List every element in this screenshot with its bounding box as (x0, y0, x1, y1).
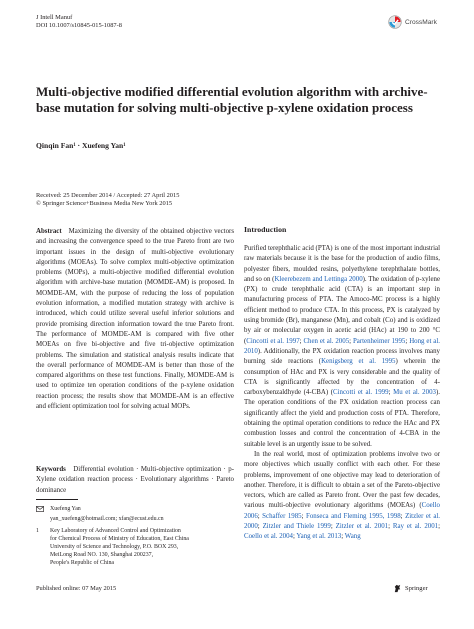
body-text: ; (257, 512, 263, 520)
affiliation-line: for Chemical Process of Ministry of Education, East China (50, 536, 189, 542)
citation-link[interactable]: Mu et al. 2003 (393, 389, 436, 397)
body-text: ; (438, 523, 441, 531)
abstract (36, 227, 234, 412)
received-accepted: Received: 25 December 2014 / Accepted: 27 April 2015 (36, 192, 180, 199)
citation-link[interactable]: Ray et al. 2001 (392, 523, 439, 531)
citation-link[interactable]: Coello et al. 2004 (244, 533, 293, 541)
citation-link[interactable]: Kleerebezem and Lettinga 2000 (274, 275, 363, 283)
citation-link[interactable]: Chen et al. 2005 (303, 337, 350, 345)
citation-link[interactable]: Schaffer 1985 (262, 512, 302, 520)
paper-title: Multi-objective modified differential evolution algorithm with archive-base mutation for solving multi-objective p-xylene oxidation process (36, 84, 428, 115)
body-text: ). Additionally, the PX oxidation reaction process involves many burning side reactions ( (244, 347, 440, 366)
body-text: ; (301, 512, 307, 520)
body-text: ; (257, 523, 263, 531)
citation-link[interactable]: Zitzler et al. 2000 (244, 512, 441, 531)
abstract-text: Maximizing the diversity of the obtained objective vectors and increasing the convergence speed to the true Pareto front are two important issues in the design of multi-objective evolutionary algorithms (MOEAs). To solve complex multi-objective optimization problems (MOPs), a multi-objective modified differential evolution algorithm with archive-base mutation (MOMDE-AM) is proposed. In MOMDE-AM, with the purpose of reducing the loss of population evolution information, a modified mutation strategy with archive is introduced, which could utilize several useful inferior solutions and provide promising direction information toward the true Pareto front. The performance of MOMDE-AM is compared with five other MOEAs on five bi-objective and five tri-objective optimization problems. The simulation and statistical analysis results indicate that the overall performance of MOMDE-AM is better than those of the compared algorithms on these test functions. Finally, MOMDE-AM is used to optimize ten operation conditions of the p-xylene oxidation reaction process; the results show that MOMDE-AM is an effective and efficient optimization tool for solving actual MOPs. (36, 228, 235, 411)
crossmark-label: CrossMark (405, 18, 437, 26)
springer-horse-icon (393, 584, 402, 593)
intro-paragraph-2 (244, 450, 440, 543)
keywords-label: Keywords (36, 466, 66, 473)
affiliation-number: 1 (36, 528, 39, 534)
citation-link[interactable]: Hong et al. 2010 (244, 337, 440, 355)
contact-email[interactable]: yan_xuefeng@hotmail.com; xfan@ecust.edu.cn (50, 516, 164, 522)
author-list: Qinqin Fan¹ · Xuefeng Yan¹ (36, 141, 126, 150)
citation-link[interactable]: Cincotti et al. 1999 (333, 389, 389, 397)
crossmark-icon (388, 15, 402, 29)
affiliation-line: Key Laboratory of Advanced Control and Optimization (50, 528, 181, 534)
publication-dates (36, 192, 179, 209)
citation-link[interactable]: Wang (344, 533, 361, 541)
citation-link[interactable]: Zitzler and Thiele 1999 (262, 523, 331, 531)
affiliation-line: University of Science and Technology, P.O. BOX 293, (50, 544, 179, 550)
introduction-body (244, 244, 440, 543)
doi[interactable]: DOI 10.1007/s10845-015-1087-8 (36, 22, 122, 30)
body-text: ) wherein the consumption of HAc and PX is very considerable and the quality of CTA is significantly affected by the concentration of 4-carboxybenzaldhyde (4-CBA) ( (244, 358, 440, 397)
published-online: Published online: 07 May 2015 (36, 585, 117, 592)
springer-label: Springer (405, 585, 428, 592)
corresponding-author (36, 505, 234, 567)
body-text: ). The oxidation of p-xylene (PX) to crude terephthalic acid (CTA) is an important step in manufacturing process of PTA. The Amoco-MC process is a highly efficient method to produce CTA. In this process, PX is catalyzed by using bromide (Br), manganese (Mn), and cobalt (Co) and is oxidized by air or molecular oxygen in acetic acid (HAc) at 190 to 200 °C ( (244, 275, 441, 345)
body-text: ; (341, 533, 345, 541)
footnote-divider (36, 499, 78, 500)
body-text: ; (299, 337, 304, 345)
body-text: ; (388, 523, 393, 531)
keywords (36, 465, 234, 496)
envelope-icon (36, 506, 44, 512)
intro-paragraph-1 (244, 244, 440, 450)
body-text: ; (400, 512, 406, 520)
citation-link[interactable]: Kenigsberg et al. 1995 (321, 358, 396, 366)
citation-link[interactable]: Cincotti et al. 1997 (246, 337, 300, 345)
body-text: ; (293, 533, 297, 541)
body-text: ; (405, 337, 410, 345)
affiliation-line: People's Republic of China (50, 560, 115, 566)
journal-name: J Intell Manuf (36, 14, 73, 21)
citation-link[interactable]: Yang et al. 2013 (296, 533, 342, 541)
contact-name: Xuefeng Yan (50, 506, 81, 512)
keywords-text: Differential evolution · Multi-objective optimization · p-Xylene oxidation reaction process · Evolutionary algorithms · Pareto dominance (36, 466, 234, 494)
citation-link[interactable]: Coello 2006 (244, 502, 440, 520)
journal-header (36, 14, 122, 31)
copyright: © Springer Science+Business Media New York 2015 (36, 200, 173, 208)
citation-link[interactable]: Zitzler et al. 2001 (335, 523, 389, 531)
crossmark-badge[interactable] (388, 15, 437, 29)
affiliation (50, 527, 189, 567)
citation-link[interactable]: Partenheimer 1995 (352, 337, 406, 345)
citation-link[interactable]: Fonseca and Fleming 1995, 1998 (306, 512, 401, 520)
body-text: Purified terephthalic acid (PTA) is one of the most important industrial raw materials because it is the base for the production of audio films, polyester fibers, moulded resins, polyethylene terephthalate bottles, and so on ( (244, 245, 440, 283)
body-text: In the real world, most of optimization problems involve two or more objectives which usually conflict with each other. For these problems, improvement of one objective may lead to deterioration of another. Therefore, it is difficult to obtain a set of the Pareto-objective vectors, which are called as Pareto front. Over the past few decades, various multi-objective evolutionary algorithms (MOEAs) ( (244, 450, 440, 510)
abstract-label: Abstract (36, 228, 62, 235)
body-text: ; (330, 523, 336, 531)
section-heading: Introduction (244, 225, 287, 234)
body-text: ; (388, 389, 394, 397)
affiliation-line: MeiLong Road NO. 130, Shanghai 200237, (50, 552, 154, 558)
body-text: ; (349, 337, 353, 345)
body-text: ). The operation conditions of the PX oxidation reaction process can significantly affect the yield and production costs of PTA. Therefore, obtaining the optimal operation conditions to reduce the HAc and PX combustion losses and control the concentration of 4-CBA in the suitable level is an urgently issue to be solved. (244, 389, 440, 448)
springer-logo (393, 584, 428, 593)
